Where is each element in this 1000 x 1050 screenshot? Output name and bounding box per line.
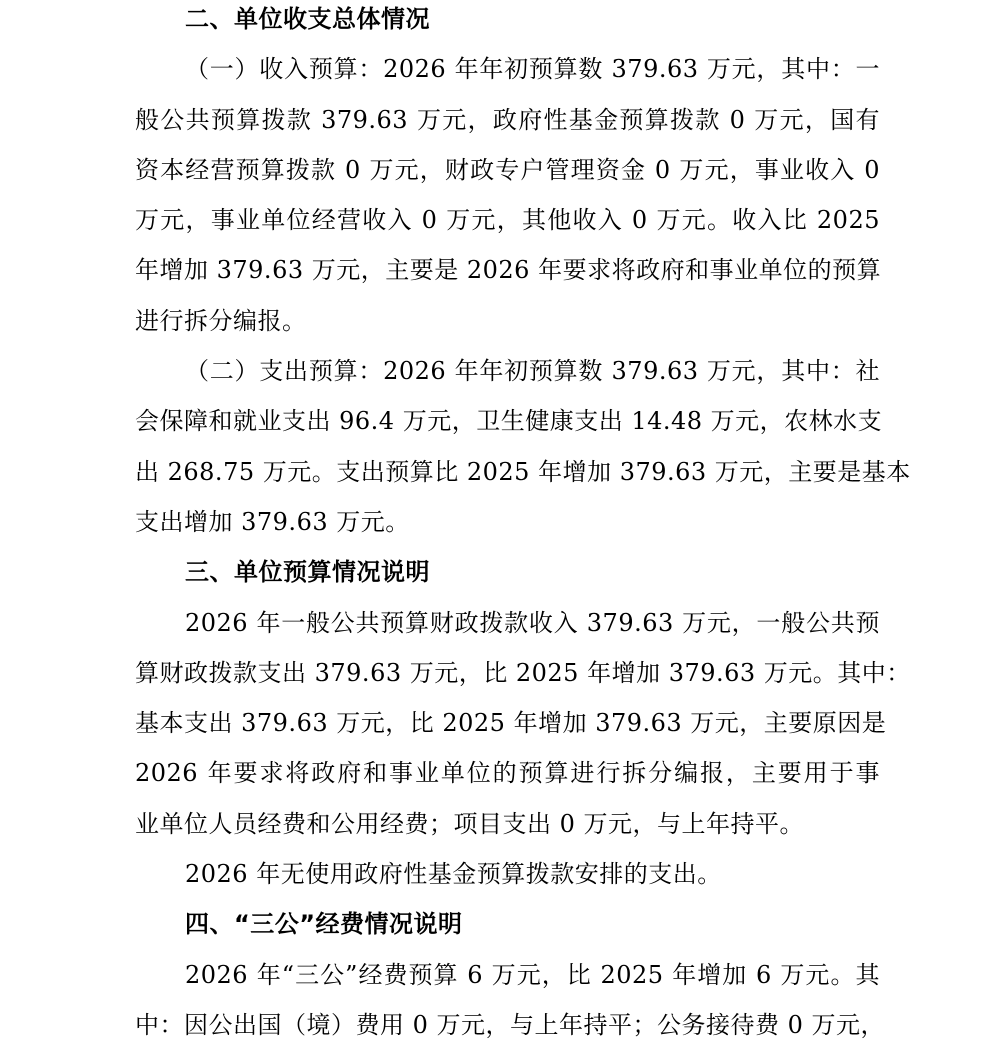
text-line: 支出增加 379.63 万元。 (135, 507, 410, 536)
section-heading-unit-budget-explanation: 三、单位预算情况说明 (185, 558, 430, 587)
paragraph-government-fund (135, 849, 880, 899)
text-line: 2026 年一般公共预算财政拨款收入 379.63 万元，一般公共预 (185, 608, 880, 637)
text-line: 中：因公出国（境）费用 0 万元，与上年持平；公务接待费 0 万元， (135, 1010, 886, 1039)
paragraph-expense-budget (135, 346, 911, 547)
text-line: 般公共预算拨款 379.63 万元，政府性基金预算拨款 0 万元，国有 (135, 105, 880, 134)
text-line: 2026 年要求将政府和事业单位的预算进行拆分编报，主要用于事 (135, 759, 880, 788)
text-line: 2026 年“三公”经费预算 6 万元，比 2025 年增加 6 万元。其 (185, 960, 880, 989)
paragraph-income-budget (135, 44, 880, 346)
text-line: 出 268.75 万元。支出预算比 2025 年增加 379.63 万元，主要是基本 (135, 457, 911, 486)
text-line: 算财政拨款支出 379.63 万元，比 2025 年增加 379.63 万元。其中： (135, 658, 911, 687)
text-line: 年增加 379.63 万元，主要是 2026 年要求将政府和事业单位的预算 (135, 256, 882, 285)
text-line: 进行拆分编报。 (135, 306, 307, 335)
section-heading-three-public-expenses: 四、“三公”经费情况说明 (185, 910, 463, 939)
text-line: 基本支出 379.63 万元，比 2025 年增加 379.63 万元，主要原因是 (135, 709, 887, 738)
paragraph-three-public-expenses (135, 950, 886, 1050)
text-line: 业单位人员经费和公用经费；项目支出 0 万元，与上年持平。 (135, 809, 805, 838)
text-line: 2026 年无使用政府性基金预算拨款安排的支出。 (185, 860, 722, 889)
text-line: 万元，事业单位经营收入 0 万元，其他收入 0 万元。收入比 2025 (135, 206, 880, 235)
section-heading-income-expense-overview: 二、单位收支总体情况 (185, 5, 430, 33)
text-line: 资本经营预算拨款 0 万元，财政专户管理资金 0 万元，事业收入 0 (135, 155, 880, 184)
document-page (135, 0, 911, 1050)
text-line: （一）收入预算：2026 年年初预算数 379.63 万元，其中：一 (185, 55, 880, 84)
text-line: （二）支出预算：2026 年年初预算数 379.63 万元，其中：社 (185, 357, 880, 386)
text-line: 会保障和就业支出 96.4 万元，卫生健康支出 14.48 万元，农林水支 (135, 407, 883, 436)
paragraph-general-public-budget (135, 598, 911, 849)
